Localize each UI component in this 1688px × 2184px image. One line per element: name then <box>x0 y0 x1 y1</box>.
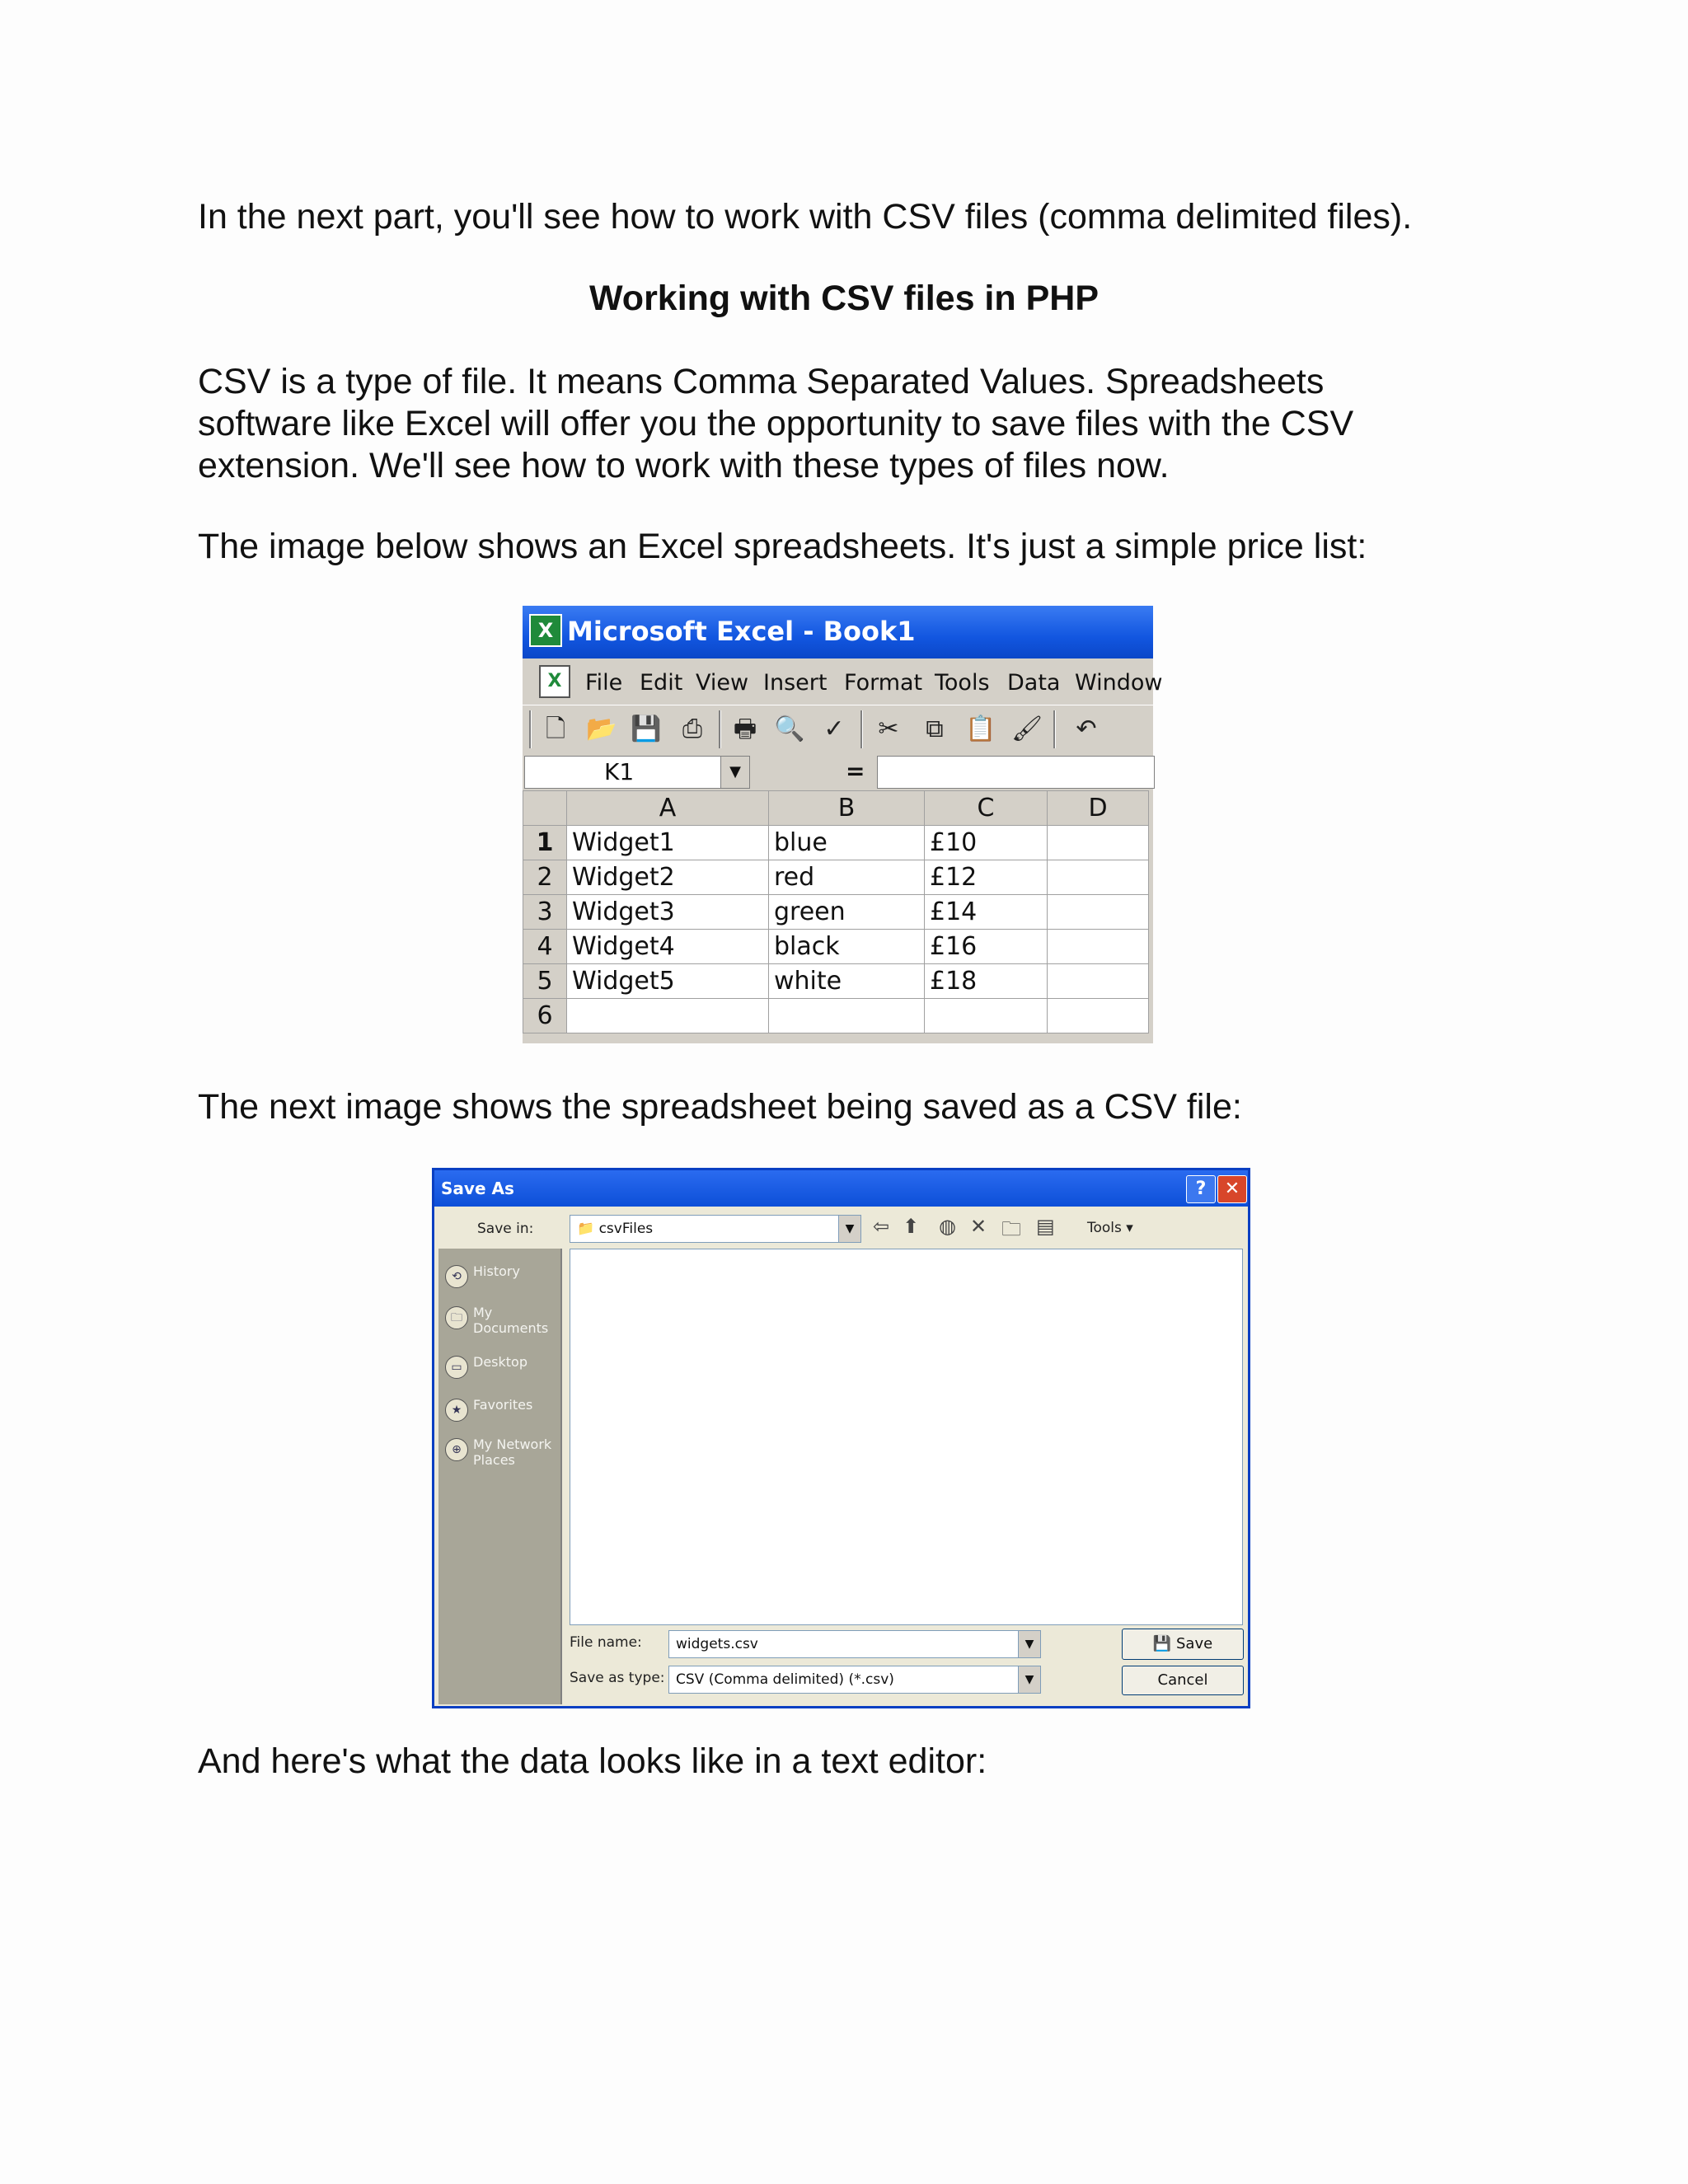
favorites-icon: ★ <box>445 1399 468 1422</box>
save-disk-icon[interactable]: 💾 <box>631 715 662 743</box>
name-box-value: K1 <box>604 758 635 785</box>
toolbar-separator <box>1053 710 1056 748</box>
copy-icon[interactable]: ⧉ <box>926 715 944 743</box>
save-in-value: 📁 csvFiles <box>577 1221 654 1237</box>
cell[interactable]: Widget4 <box>567 930 769 964</box>
file-name-input[interactable] <box>668 1630 1041 1658</box>
excel-window-title: Microsoft Excel - Book1 <box>567 616 916 647</box>
cut-scissors-icon[interactable]: ✂ <box>878 715 899 743</box>
cell[interactable]: white <box>769 964 925 999</box>
formula-input[interactable] <box>877 756 1155 789</box>
select-all-corner[interactable] <box>523 791 567 826</box>
table-row <box>523 999 1149 1033</box>
save-as-type-value: CSV (Comma delimited) (*.csv) <box>676 1671 894 1688</box>
menu-edit[interactable]: Edit <box>640 670 683 696</box>
save-button[interactable] <box>1122 1629 1244 1660</box>
network-icon: ⊕ <box>445 1438 468 1461</box>
menu-file[interactable]: File <box>585 670 623 696</box>
toolbar-separator <box>860 710 863 748</box>
menu-view[interactable]: View <box>696 670 749 696</box>
column-header-c[interactable]: C <box>925 791 1048 826</box>
cell[interactable] <box>769 999 925 1033</box>
paste-clipboard-icon[interactable]: 📋 <box>965 715 996 743</box>
chevron-down-icon[interactable]: ▼ <box>720 757 749 788</box>
row-header[interactable]: 1 <box>523 826 567 860</box>
cell[interactable]: £16 <box>925 930 1048 964</box>
undo-arrow-icon[interactable]: ↶ <box>1076 715 1097 743</box>
save-disk-icon: 💾 <box>1152 1635 1172 1652</box>
cell[interactable] <box>1048 930 1149 964</box>
text-editor-intro-paragraph: And here's what the data looks like in a text editor: <box>198 1741 987 1781</box>
toolbar-separator <box>719 710 721 748</box>
cell[interactable] <box>1048 999 1149 1033</box>
workbook-icon[interactable]: X <box>539 665 570 698</box>
file-list-area[interactable] <box>570 1249 1243 1625</box>
places-bar <box>438 1249 562 1704</box>
toolbar-grip <box>529 710 532 748</box>
csv-description-paragraph <box>198 361 1353 487</box>
history-icon: ⟲ <box>445 1265 468 1288</box>
help-button[interactable]: ? <box>1186 1175 1216 1203</box>
cell[interactable]: £12 <box>925 860 1048 895</box>
chevron-down-icon[interactable]: ▼ <box>1018 1631 1040 1657</box>
csv-description-line-1: CSV is a type of file. It means Comma Separated Values. Spreadsheets <box>198 362 1325 401</box>
column-header-b[interactable]: B <box>769 791 925 826</box>
excel-intro-paragraph: The image below shows an Excel spreadsheets. It's just a simple price list: <box>198 527 1367 566</box>
cell[interactable]: red <box>769 860 925 895</box>
cell[interactable] <box>1048 895 1149 930</box>
name-box[interactable] <box>524 756 750 789</box>
table-row <box>523 930 1149 964</box>
row-header[interactable]: 3 <box>523 895 567 930</box>
cell[interactable] <box>1048 860 1149 895</box>
chevron-down-icon[interactable]: ▼ <box>838 1216 860 1242</box>
save-as-dialog <box>432 1168 1250 1708</box>
cell[interactable]: £10 <box>925 826 1048 860</box>
cell[interactable] <box>925 999 1048 1033</box>
table-row <box>523 895 1149 930</box>
back-arrow-icon[interactable]: ⇦ <box>873 1215 890 1238</box>
menu-tools[interactable]: Tools <box>935 670 990 696</box>
dialog-title: Save As <box>441 1179 514 1198</box>
new-document-icon[interactable]: 🗋 <box>545 715 566 743</box>
dialog-title-bar <box>434 1170 1248 1207</box>
row-header[interactable]: 2 <box>523 860 567 895</box>
search-web-icon[interactable]: ◍ <box>939 1215 956 1238</box>
desktop-icon: ▭ <box>445 1356 468 1379</box>
tools-menu[interactable]: Tools ▾ <box>1087 1220 1133 1236</box>
menu-window[interactable]: Window <box>1075 670 1163 696</box>
up-folder-icon[interactable]: ⬆ <box>903 1215 920 1238</box>
save-in-dropdown[interactable] <box>570 1215 861 1243</box>
column-header-row <box>523 791 1149 826</box>
print-preview-icon[interactable]: 🔍 <box>774 715 805 743</box>
save-in-label: Save in: <box>477 1221 534 1237</box>
cell[interactable]: black <box>769 930 925 964</box>
cell[interactable]: Widget5 <box>567 964 769 999</box>
save-in-folder-name: csvFiles <box>598 1221 654 1237</box>
place-label: History <box>473 1263 520 1279</box>
excel-app-icon: X <box>529 614 562 647</box>
excel-toolbar <box>523 705 1153 753</box>
cell[interactable]: Widget1 <box>567 826 769 860</box>
print-icon[interactable]: 🖶 <box>733 715 757 743</box>
intro-paragraph: In the next part, you'll see how to work with CSV files (comma delimited files). <box>198 197 1413 237</box>
formula-equals-button[interactable]: = <box>846 757 865 785</box>
spelling-check-icon[interactable]: ✓ <box>823 715 845 743</box>
csv-description-line-2: software like Excel will offer you the opportunity to save files with the CSV <box>198 404 1354 443</box>
file-name-label: File name: <box>570 1634 642 1651</box>
menu-format[interactable]: Format <box>844 670 923 696</box>
cell[interactable] <box>1048 826 1149 860</box>
column-header-a[interactable]: A <box>567 791 769 826</box>
table-row <box>523 964 1149 999</box>
close-button[interactable]: ✕ <box>1217 1175 1247 1203</box>
place-label: My Network Places <box>473 1436 552 1468</box>
place-label: My Documents <box>473 1305 549 1336</box>
my-documents-icon: 🗀 <box>445 1306 468 1329</box>
column-header-d[interactable]: D <box>1048 791 1149 826</box>
new-folder-icon[interactable]: 🗀 <box>1001 1217 1021 1240</box>
row-header[interactable]: 4 <box>523 930 567 964</box>
spreadsheet-grid <box>523 790 1149 1033</box>
cell[interactable]: blue <box>769 826 925 860</box>
cell[interactable]: green <box>769 895 925 930</box>
open-folder-icon[interactable]: 📂 <box>586 715 617 743</box>
row-header[interactable]: 6 <box>523 999 567 1033</box>
file-name-value: widgets.csv <box>676 1636 758 1652</box>
cell[interactable]: Widget2 <box>567 860 769 895</box>
table-row <box>523 860 1149 895</box>
excel-title-bar <box>523 606 1153 658</box>
cell[interactable] <box>1048 964 1149 999</box>
cell[interactable] <box>567 999 769 1033</box>
chevron-down-icon[interactable]: ▼ <box>1018 1666 1040 1693</box>
excel-menu-bar <box>523 658 1163 705</box>
place-label: Favorites <box>473 1397 533 1413</box>
permission-icon[interactable]: ⎙ <box>682 715 702 743</box>
menu-data[interactable]: Data <box>1007 670 1061 696</box>
excel-formula-bar <box>523 752 1153 790</box>
row-header[interactable]: 5 <box>523 964 567 999</box>
cancel-button[interactable]: Cancel <box>1122 1666 1244 1695</box>
cell[interactable]: Widget3 <box>567 895 769 930</box>
save-button-label: Save <box>1175 1635 1213 1652</box>
place-label: Desktop <box>473 1354 528 1370</box>
delete-icon[interactable]: ✕ <box>970 1215 987 1238</box>
csv-description-line-3: extension. We'll see how to work with these types of files now. <box>198 446 1170 485</box>
menu-insert[interactable]: Insert <box>763 670 828 696</box>
views-icon[interactable]: ▤ <box>1036 1215 1055 1238</box>
save-as-type-label: Save as type: <box>570 1670 665 1686</box>
section-heading: Working with CSV files in PHP <box>589 279 1099 318</box>
cell[interactable]: £18 <box>925 964 1048 999</box>
excel-screenshot <box>523 606 1163 1043</box>
save-intro-paragraph: The next image shows the spreadsheet being saved as a CSV file: <box>198 1087 1242 1127</box>
save-as-type-dropdown[interactable] <box>668 1666 1041 1694</box>
format-painter-icon[interactable]: 🖌 <box>1010 715 1043 743</box>
cell[interactable]: £14 <box>925 895 1048 930</box>
table-row <box>523 826 1149 860</box>
